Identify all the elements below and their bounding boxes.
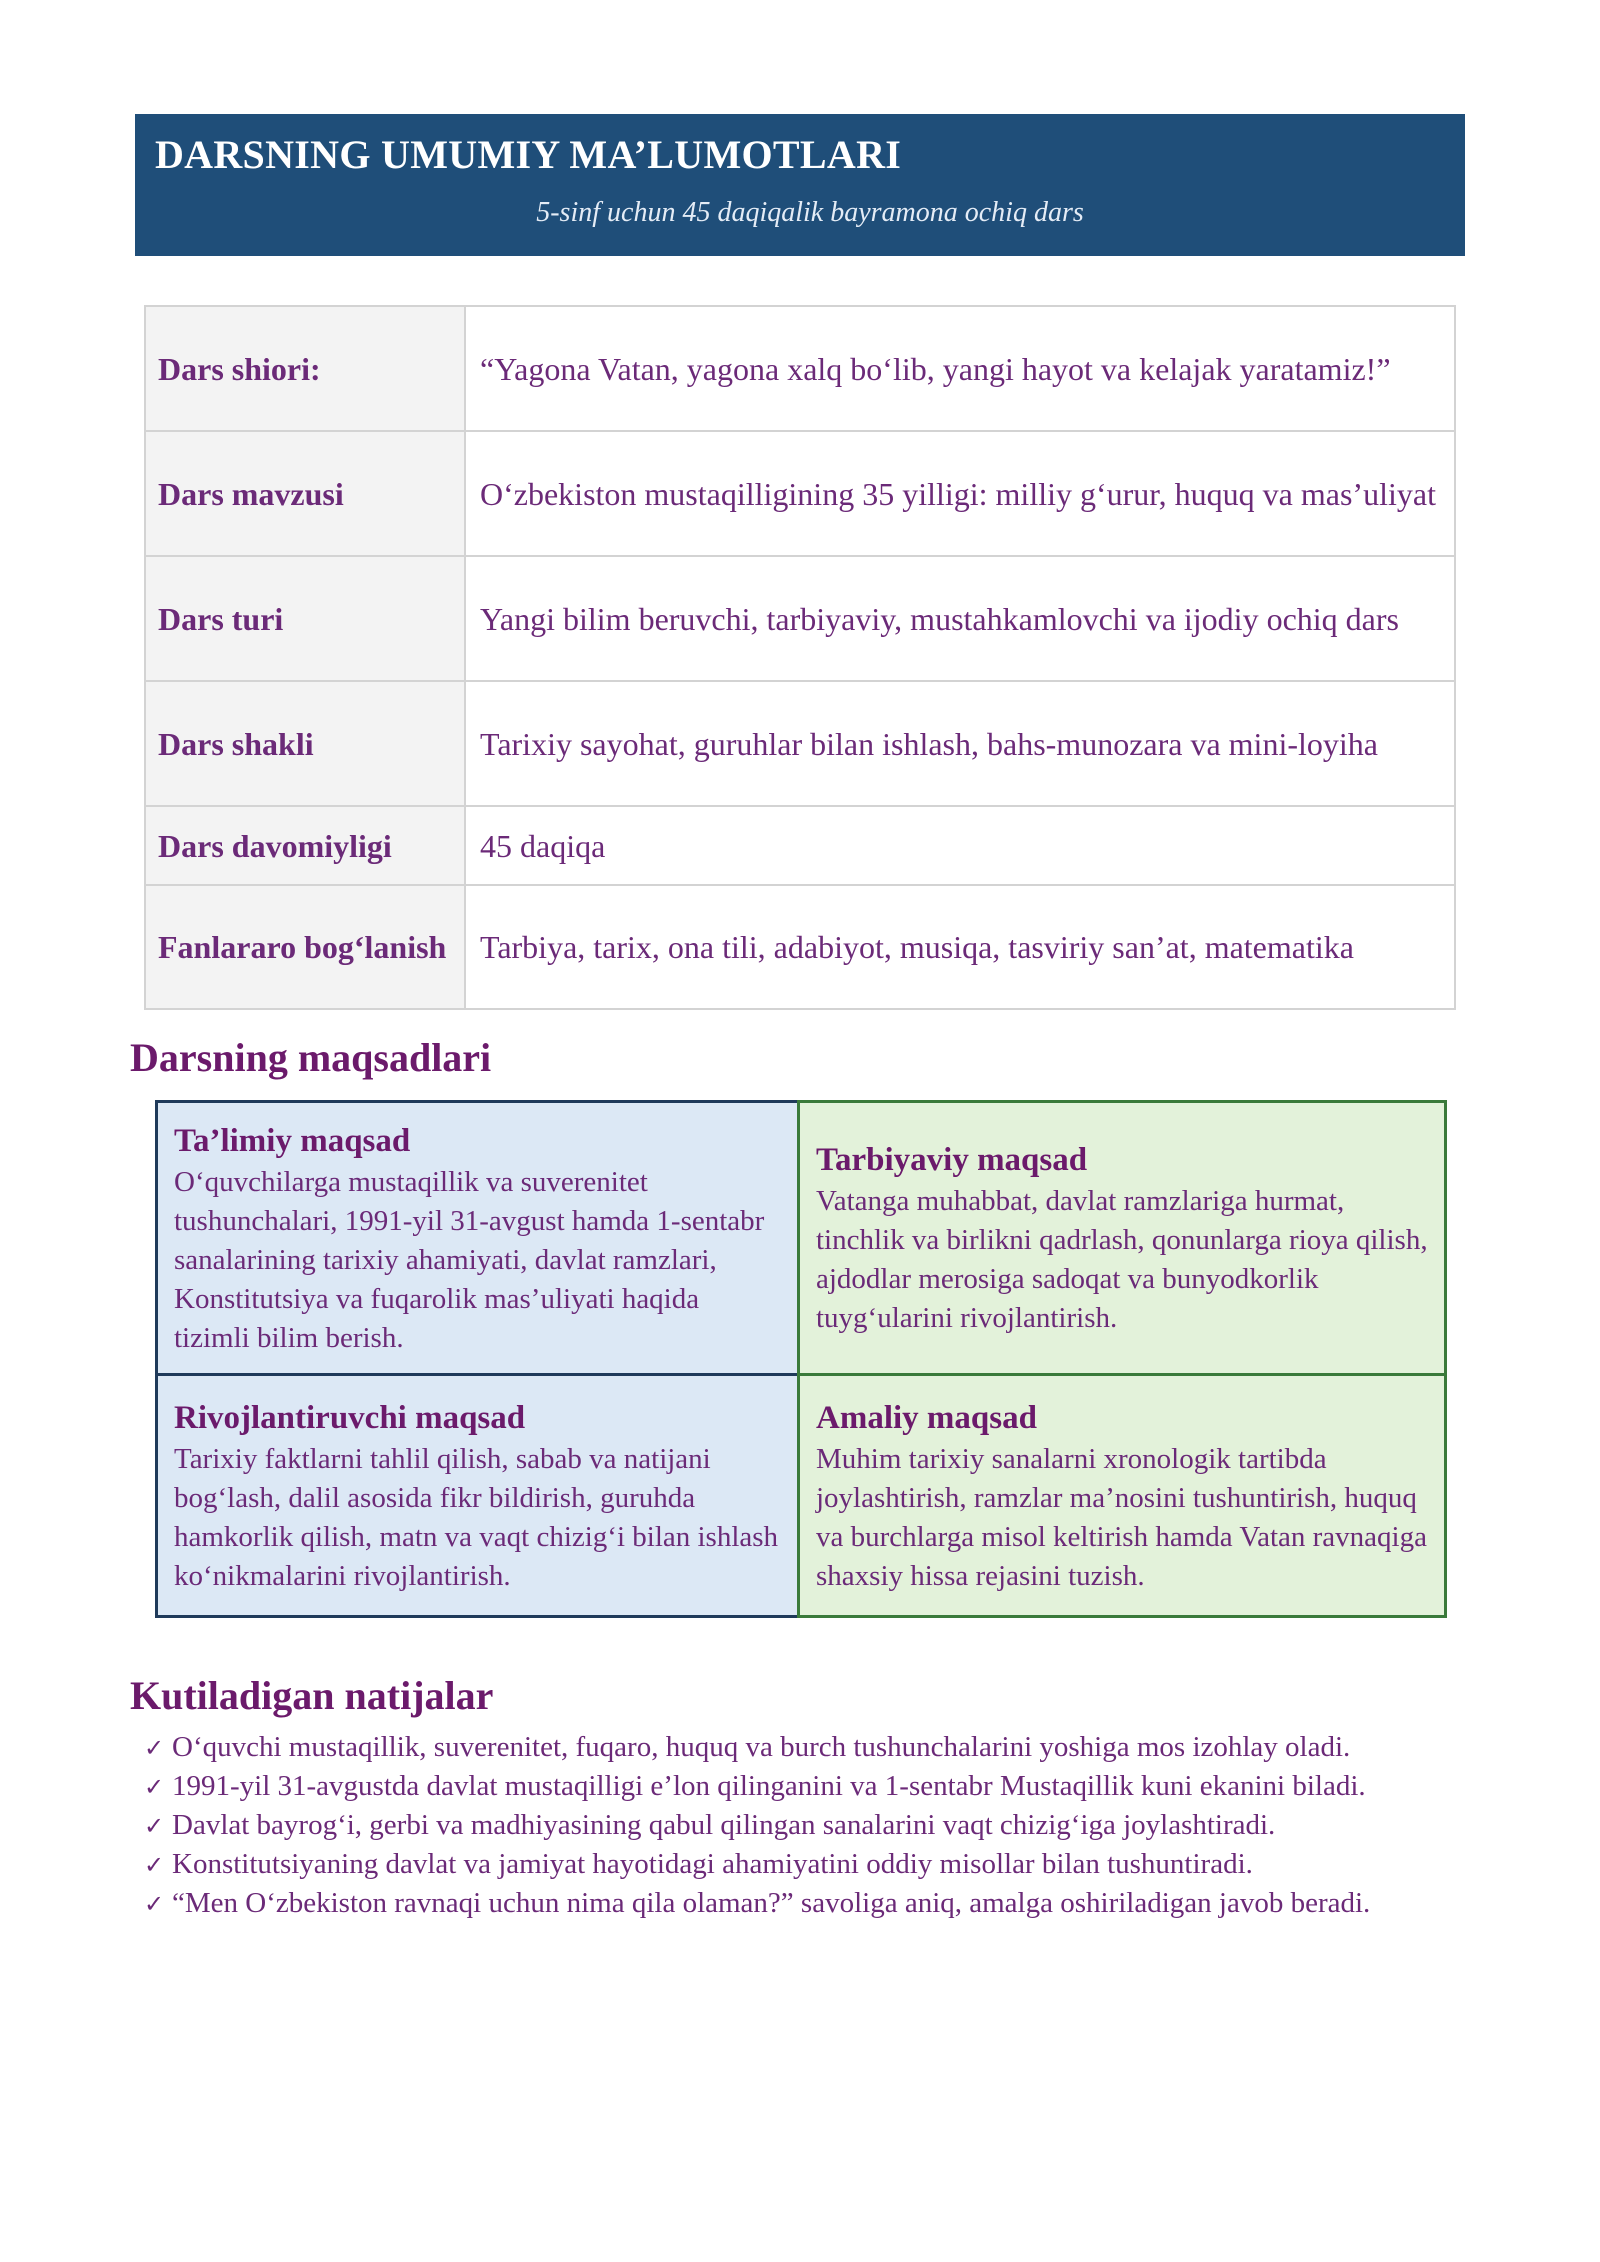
goal-upbringing <box>797 1100 1447 1376</box>
info-label: Dars shiori: <box>145 306 465 431</box>
info-label: Dars shakli <box>145 681 465 806</box>
lesson-info-table <box>144 305 1456 1010</box>
goal-title: Rivojlantiruvchi maqsad <box>174 1399 526 1436</box>
outcome-text: “Men O‘zbekiston ravnaqi uchun nima qila olaman?” savoliga aniq, amalga oshiriladigan javob beradi. <box>172 1887 1371 1919</box>
goal-text: Vatanga muhabbat, davlat ramzlariga hurmat, tinchlik va birlikni qadrlash, qonunlarga rioya qilish, ajdodlar merosiga sadoqat va bunyodkorlik tuyg‘ularini rivojlantirish. <box>816 1185 1428 1334</box>
info-row-slogan <box>145 306 1455 431</box>
info-row-interdisciplinary <box>145 885 1455 1009</box>
list-item <box>144 1845 1444 1884</box>
goal-title: Amaliy maqsad <box>816 1399 1037 1436</box>
outcome-text: Konstitutsiyaning davlat va jamiyat hayotidagi ahamiyatini oddiy misollar bilan tushuntiradi. <box>172 1848 1253 1880</box>
goal-educational <box>155 1100 800 1376</box>
outcome-text: 1991-yil 31-avgustda davlat mustaqilligi e’lon qilinganini va 1-sentabr Mustaqillik kuni ekanini biladi. <box>172 1770 1366 1802</box>
info-value: Yangi bilim beruvchi, tarbiyaviy, mustahkamlovchi va ijodiy ochiq dars <box>465 556 1455 681</box>
check-icon: ✓ <box>144 1812 165 1840</box>
goal-text: Muhim tarixiy sanalarni xronologik tartibda joylashtirish, ramzlar ma’nosini tushuntirish, huquq va burchlarga misol keltirish hamda Vatan ravnaqiga shaxsiy hissa rejasini tuzish. <box>816 1442 1427 1592</box>
goal-text: Tarixiy faktlarni tahlil qilish, sabab va natijani bog‘lash, dalil asosida fikr bildirish, guruhda hamkorlik qilish, matn va vaqt chizig‘i bilan ishlash ko‘nikmalarini rivojlantirish. <box>174 1442 779 1592</box>
list-item <box>144 1806 1444 1845</box>
check-icon: ✓ <box>144 1734 165 1762</box>
info-label: Dars turi <box>145 556 465 681</box>
info-label: Fanlararo bog‘lanish <box>145 885 465 1009</box>
info-value: O‘zbekiston mustaqilligining 35 yilligi: milliy g‘urur, huquq va mas’uliyat <box>465 431 1455 556</box>
info-value: 45 daqiqa <box>465 806 1455 885</box>
info-value: “Yagona Vatan, yagona xalq bo‘lib, yangi hayot va kelajak yaratamiz!” <box>465 306 1455 431</box>
check-icon: ✓ <box>144 1773 165 1801</box>
goal-developmental <box>155 1373 800 1618</box>
goals-grid <box>155 1100 1447 1618</box>
goal-text: O‘quvchilarga mustaqillik va suverenitet tushunchalari, 1991-yil 31-avgust hamda 1-sentabr sanalarining tarixiy ahamiyati, davlat ramzlari, Konstitutsiya va fuqarolik mas’uliyati haqida tizimli bilim berish. <box>174 1165 765 1354</box>
info-row-topic <box>145 431 1455 556</box>
info-row-type <box>145 556 1455 681</box>
info-label: Dars mavzusi <box>145 431 465 556</box>
goals-heading: Darsning maqsadlari <box>130 1035 492 1080</box>
goal-practical <box>797 1373 1447 1618</box>
header-banner <box>135 114 1465 256</box>
info-value: Tarbiya, tarix, ona tili, adabiyot, musiqa, tasviriy san’at, matematika <box>465 885 1455 1009</box>
list-item <box>144 1728 1444 1767</box>
outcomes-heading: Kutiladigan natijalar <box>130 1673 494 1718</box>
check-icon: ✓ <box>144 1851 165 1879</box>
outcomes-list <box>144 1728 1444 1923</box>
goal-title: Tarbiyaviy maqsad <box>816 1142 1088 1178</box>
info-value: Tarixiy sayohat, guruhlar bilan ishlash, bahs-munozara va mini-loyiha <box>465 681 1455 806</box>
page-subtitle: 5-sinf uchun 45 daqiqalik bayramona ochiq dars <box>536 197 1084 228</box>
list-item <box>144 1767 1444 1806</box>
goal-title: Ta’limiy maqsad <box>174 1122 411 1159</box>
outcome-text: O‘quvchi mustaqillik, suverenitet, fuqaro, huquq va burch tushunchalarini yoshiga mos izohlay oladi. <box>172 1731 1351 1763</box>
page-title: DARSNING UMUMIY MA’LUMOTLARI <box>155 132 902 177</box>
info-label: Dars davomiyligi <box>145 806 465 885</box>
info-row-form <box>145 681 1455 806</box>
info-row-duration <box>145 806 1455 885</box>
outcome-text: Davlat bayrog‘i, gerbi va madhiyasining qabul qilingan sanalarini vaqt chizig‘iga joylashtiradi. <box>172 1809 1276 1841</box>
list-item <box>144 1884 1444 1923</box>
check-icon: ✓ <box>144 1890 165 1918</box>
